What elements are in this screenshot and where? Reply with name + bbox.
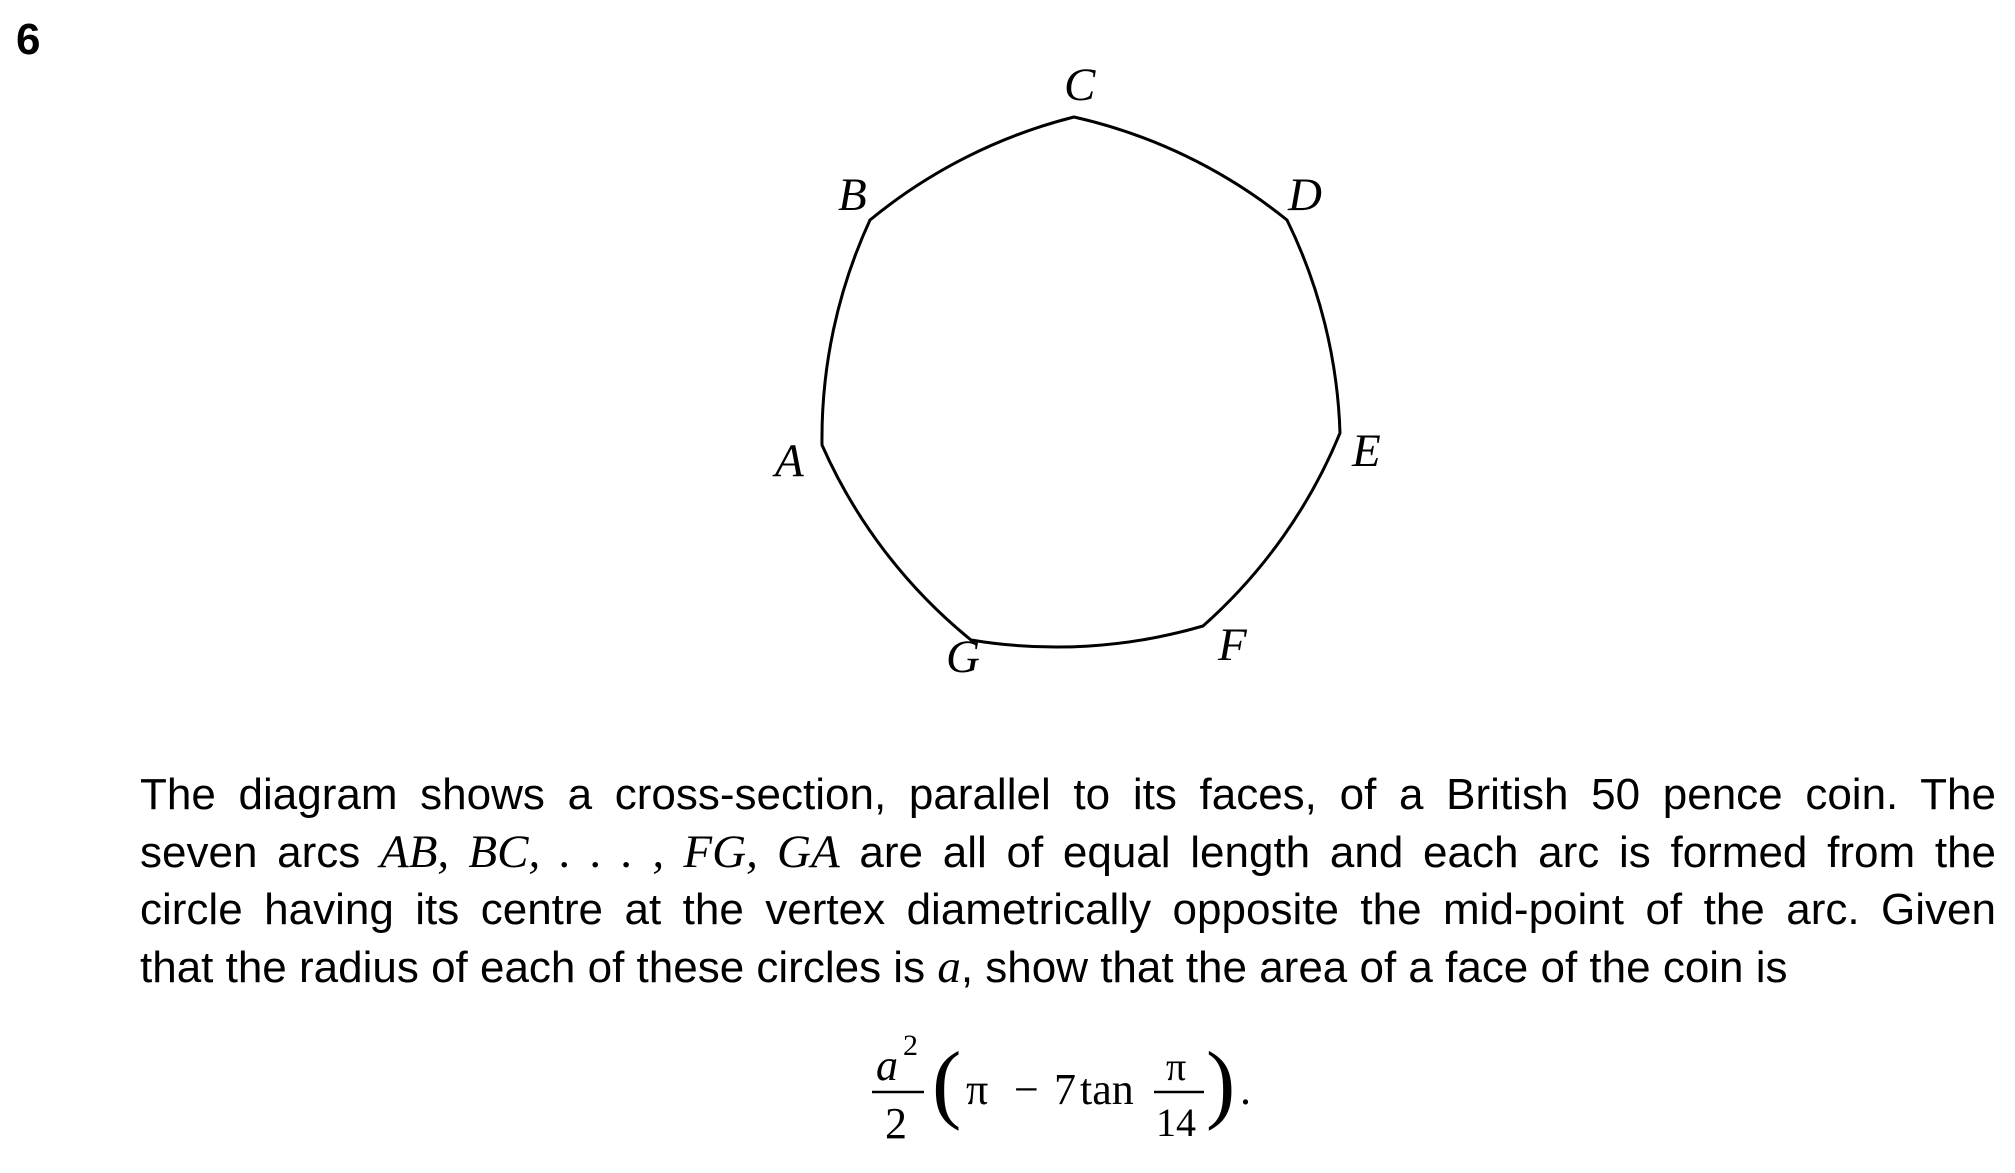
formula-close-paren: ) [1206,1035,1236,1132]
text-line-4-pre: that the radius of each of these circles is [140,942,938,992]
formula-open-paren: ( [932,1035,962,1132]
text-line-3: circle having its centre at the vertex diametrically opposite the mid-point of the arc. Given [140,885,1996,934]
coin-outline [822,117,1340,647]
formula-inner-numerator: π [1166,1044,1187,1089]
radius-variable: a [937,940,961,993]
question-number: 6 [16,15,41,64]
formula-period: . [1240,1065,1251,1114]
formula-pi: π [966,1065,989,1114]
formula-denominator: 2 [885,1099,907,1148]
area-formula [0,1020,2015,1170]
question-text [140,766,1996,996]
arcs-list-math: AB, BC, . . . , FG, GA [379,825,840,878]
text-line-2 [140,824,1996,882]
vertex-label-f: F [1218,619,1247,671]
text-line-1: The diagram shows a cross-section, parallel to its faces, of a British 50 pence coin. The [140,770,1996,819]
vertex-label-e: E [1352,425,1381,477]
text-line-2-pre: seven arcs [140,827,380,877]
formula-minus: − [1014,1065,1039,1114]
formula-coefficient: 7 [1054,1065,1076,1114]
formula-inner-denominator: 14 [1156,1100,1196,1145]
vertex-label-g: G [946,631,980,683]
text-line-4-post: , show that the area of a face of the coin is [960,942,1788,992]
vertex-label-c: C [1064,59,1096,111]
vertex-label-d: D [1288,169,1322,221]
vertex-label-b: B [838,169,867,221]
text-line-4 [140,939,1996,997]
formula-tan: tan [1080,1065,1134,1114]
formula-numerator-var: a [876,1041,898,1090]
vertex-label-a: A [775,435,804,487]
formula-numerator-exp: 2 [903,1029,918,1062]
text-line-2-post: are all of equal length and each arc is formed from the [839,827,1997,877]
